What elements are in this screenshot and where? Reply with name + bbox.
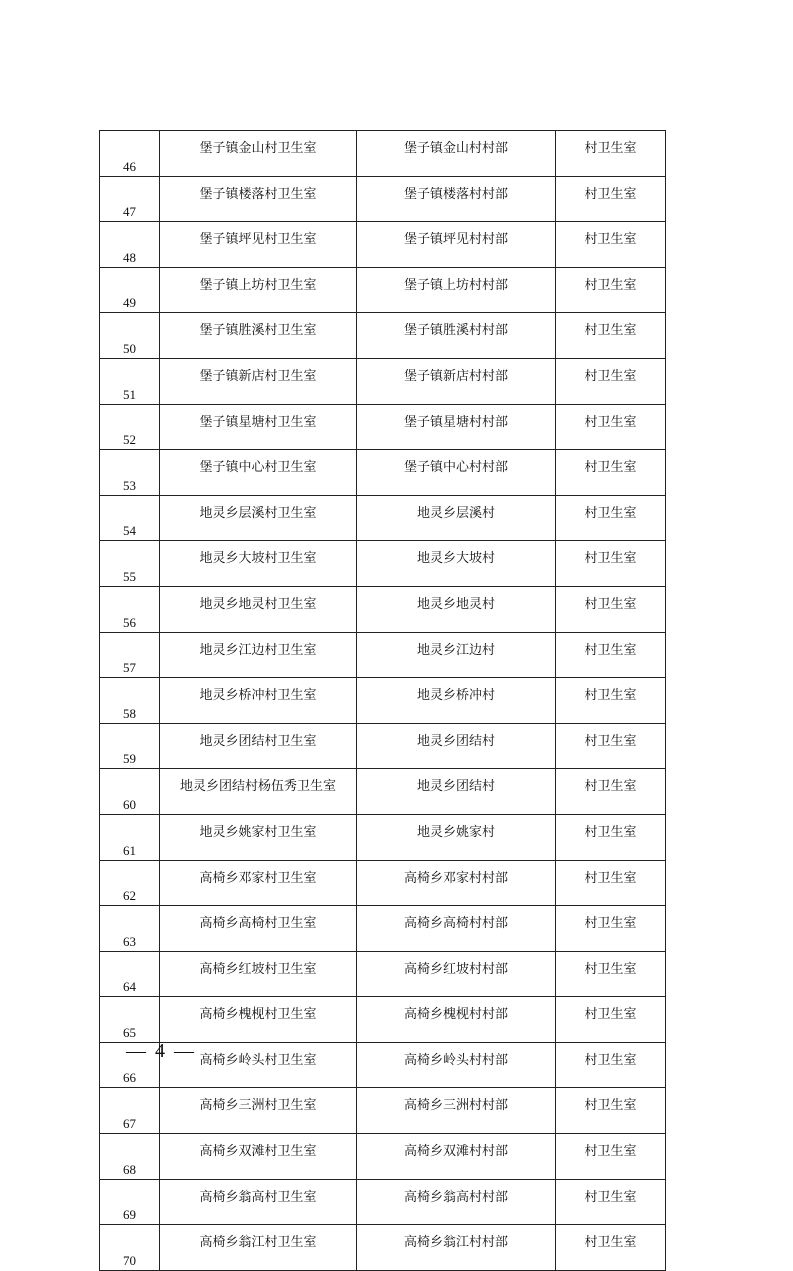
clinic-type: 村卫生室 [556,495,666,541]
row-number: 53 [100,450,160,496]
clinic-name: 地灵乡团结村杨伍秀卫生室 [160,769,357,815]
row-number: 54 [100,495,160,541]
clinic-type: 村卫生室 [556,1225,666,1271]
clinic-address: 高椅乡翁高村村部 [357,1179,556,1225]
clinic-type: 村卫生室 [556,632,666,678]
clinic-type: 村卫生室 [556,814,666,860]
clinic-type: 村卫生室 [556,358,666,404]
clinic-name: 高椅乡红坡村卫生室 [160,951,357,997]
row-number: 61 [100,814,160,860]
clinic-type: 村卫生室 [556,131,666,177]
clinic-name: 堡子镇坪见村卫生室 [160,222,357,268]
table-row [100,450,666,496]
table-row [100,723,666,769]
table-row [100,814,666,860]
table-row [100,1225,666,1271]
table-row [100,358,666,404]
clinic-address: 地灵乡姚家村 [357,814,556,860]
row-number: 62 [100,860,160,906]
clinic-address: 堡子镇胜溪村村部 [357,313,556,359]
clinic-address: 堡子镇上坊村村部 [357,267,556,313]
clinic-address: 高椅乡红坡村村部 [357,951,556,997]
clinic-type: 村卫生室 [556,450,666,496]
clinic-address: 高椅乡邓家村村部 [357,860,556,906]
clinic-type: 村卫生室 [556,723,666,769]
table-row [100,678,666,724]
row-number: 63 [100,906,160,952]
clinic-address: 堡子镇楼落村村部 [357,176,556,222]
clinic-type: 村卫生室 [556,313,666,359]
clinic-address: 堡子镇坪见村村部 [357,222,556,268]
clinic-name: 堡子镇新店村卫生室 [160,358,357,404]
clinic-name: 高椅乡岭头村卫生室 [160,1042,357,1088]
row-number: 64 [100,951,160,997]
clinic-name: 堡子镇星塘村卫生室 [160,404,357,450]
clinic-name: 堡子镇胜溪村卫生室 [160,313,357,359]
clinic-name: 高椅乡双滩村卫生室 [160,1134,357,1180]
clinic-address: 地灵乡大坡村 [357,541,556,587]
clinic-address: 地灵乡团结村 [357,723,556,769]
clinic-address: 高椅乡三洲村村部 [357,1088,556,1134]
table-row [100,267,666,313]
row-number: 52 [100,404,160,450]
row-number: 58 [100,678,160,724]
table-row [100,404,666,450]
table-row [100,951,666,997]
table-row [100,1134,666,1180]
row-number: 65 [100,997,160,1043]
clinic-type: 村卫生室 [556,586,666,632]
clinic-type: 村卫生室 [556,951,666,997]
clinic-name: 高椅乡翁高村卫生室 [160,1179,357,1225]
clinic-name: 地灵乡大坡村卫生室 [160,541,357,587]
clinic-type: 村卫生室 [556,1179,666,1225]
clinic-type: 村卫生室 [556,1088,666,1134]
clinic-table-container [99,130,665,1271]
clinic-type: 村卫生室 [556,541,666,587]
clinic-address: 高椅乡高椅村村部 [357,906,556,952]
clinic-type: 村卫生室 [556,176,666,222]
clinic-name: 高椅乡三洲村卫生室 [160,1088,357,1134]
clinic-name: 地灵乡姚家村卫生室 [160,814,357,860]
table-row [100,131,666,177]
clinic-address: 地灵乡桥冲村 [357,678,556,724]
clinic-table-body [100,131,666,1271]
clinic-type: 村卫生室 [556,1042,666,1088]
clinic-name: 地灵乡江边村卫生室 [160,632,357,678]
clinic-address: 高椅乡双滩村村部 [357,1134,556,1180]
row-number: 55 [100,541,160,587]
row-number: 59 [100,723,160,769]
table-row [100,632,666,678]
table-row [100,906,666,952]
clinic-address: 堡子镇星塘村村部 [357,404,556,450]
clinic-name: 高椅乡高椅村卫生室 [160,906,357,952]
row-number: 66 [100,1042,160,1088]
clinic-table [99,130,666,1271]
row-number: 60 [100,769,160,815]
table-row [100,176,666,222]
clinic-type: 村卫生室 [556,906,666,952]
table-row [100,769,666,815]
clinic-address: 地灵乡层溪村 [357,495,556,541]
clinic-address: 堡子镇新店村村部 [357,358,556,404]
clinic-type: 村卫生室 [556,860,666,906]
table-row [100,860,666,906]
table-row [100,997,666,1043]
clinic-type: 村卫生室 [556,222,666,268]
clinic-name: 高椅乡邓家村卫生室 [160,860,357,906]
clinic-address: 堡子镇中心村村部 [357,450,556,496]
clinic-name: 地灵乡层溪村卫生室 [160,495,357,541]
clinic-type: 村卫生室 [556,997,666,1043]
table-row [100,586,666,632]
clinic-name: 堡子镇中心村卫生室 [160,450,357,496]
clinic-type: 村卫生室 [556,678,666,724]
row-number: 57 [100,632,160,678]
clinic-address: 堡子镇金山村村部 [357,131,556,177]
clinic-name: 堡子镇楼落村卫生室 [160,176,357,222]
row-number: 48 [100,222,160,268]
row-number: 56 [100,586,160,632]
table-row [100,495,666,541]
clinic-address: 高椅乡翁江村村部 [357,1225,556,1271]
row-number: 49 [100,267,160,313]
row-number: 47 [100,176,160,222]
clinic-type: 村卫生室 [556,267,666,313]
clinic-name: 堡子镇上坊村卫生室 [160,267,357,313]
clinic-address: 地灵乡江边村 [357,632,556,678]
page-number: — 4 — [126,1040,196,1062]
clinic-type: 村卫生室 [556,1134,666,1180]
row-number: 50 [100,313,160,359]
clinic-address: 地灵乡地灵村 [357,586,556,632]
clinic-name: 堡子镇金山村卫生室 [160,131,357,177]
row-number: 68 [100,1134,160,1180]
clinic-name: 地灵乡团结村卫生室 [160,723,357,769]
table-row [100,1179,666,1225]
clinic-type: 村卫生室 [556,404,666,450]
clinic-name: 地灵乡桥冲村卫生室 [160,678,357,724]
table-row [100,1088,666,1134]
clinic-address: 高椅乡岭头村村部 [357,1042,556,1088]
clinic-type: 村卫生室 [556,769,666,815]
clinic-name: 高椅乡翁江村卫生室 [160,1225,357,1271]
row-number: 69 [100,1179,160,1225]
row-number: 46 [100,131,160,177]
table-row [100,222,666,268]
row-number: 67 [100,1088,160,1134]
clinic-name: 地灵乡地灵村卫生室 [160,586,357,632]
row-number: 70 [100,1225,160,1271]
table-row [100,313,666,359]
clinic-address: 高椅乡槐枧村村部 [357,997,556,1043]
table-row [100,541,666,587]
clinic-address: 地灵乡团结村 [357,769,556,815]
clinic-name: 高椅乡槐枧村卫生室 [160,997,357,1043]
row-number: 51 [100,358,160,404]
